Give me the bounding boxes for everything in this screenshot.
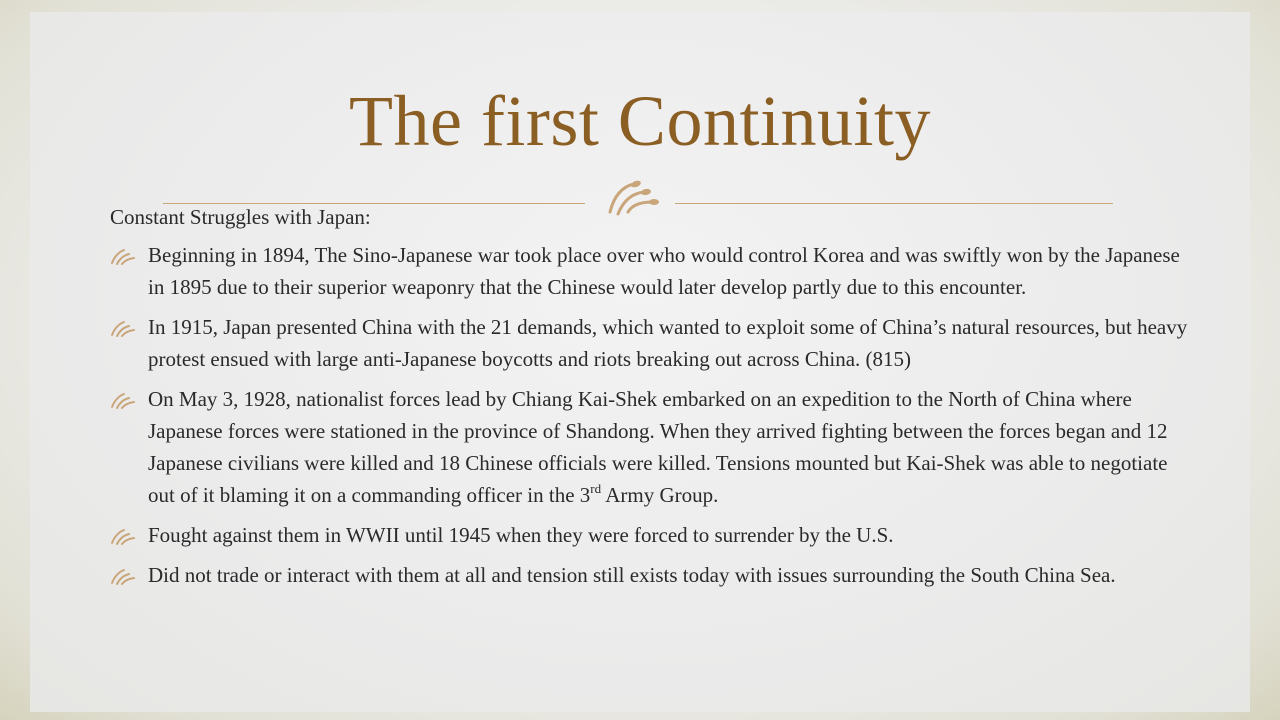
bullet-list (110, 239, 1190, 591)
bullet-text: Fought against them in WWII until 1945 when they were forced to surrender by the U.S. (148, 523, 894, 547)
bullet-text: Beginning in 1894, The Sino-Japanese war took place over who would control Korea and was swiftly won by the Japanese in 1895 due to their superior weaponry that the Chinese would later develop partly due to this encounter. (148, 243, 1180, 299)
bullet-text-end: Army Group. (601, 483, 719, 507)
bullet-text (148, 387, 1168, 507)
bullet-text-main: On May 3, 1928, nationalist forces lead by Chiang Kai-Shek embarked on an expedition to the North of China where Japanese forces were stationed in the province of Shandong. When they arrived fighting between the forces began and 12 Japanese civilians were killed and 18 Chinese officials were killed. Tensions mounted but Kai-Shek was able to negotiate out of it blaming it on a commanding officer in the 3 (148, 387, 1168, 507)
leaf-bullet-icon (110, 567, 136, 585)
bullet-text: In 1915, Japan presented China with the 21 demands, which wanted to exploit some of China’s natural resources, but heavy protest ensued with large anti-Japanese boycotts and riots breaking out across China. (815) (148, 315, 1188, 371)
leaf-bullet-icon (110, 247, 136, 265)
list-item (110, 311, 1190, 375)
section-heading: Constant Struggles with Japan: (110, 205, 371, 229)
slide-title: The first Continuity (349, 81, 931, 161)
slide-body (110, 201, 1190, 599)
list-item (110, 383, 1190, 511)
list-item (110, 239, 1190, 303)
list-item (110, 519, 1190, 551)
bullet-text: Did not trade or interact with them at all and tension still exists today with issues surrounding the South China Sea. (148, 563, 1116, 587)
list-item (110, 559, 1190, 591)
leaf-bullet-icon (110, 319, 136, 337)
leaf-bullet-icon (110, 527, 136, 545)
ordinal-suffix: rd (590, 481, 602, 496)
leaf-bullet-icon (110, 391, 136, 409)
